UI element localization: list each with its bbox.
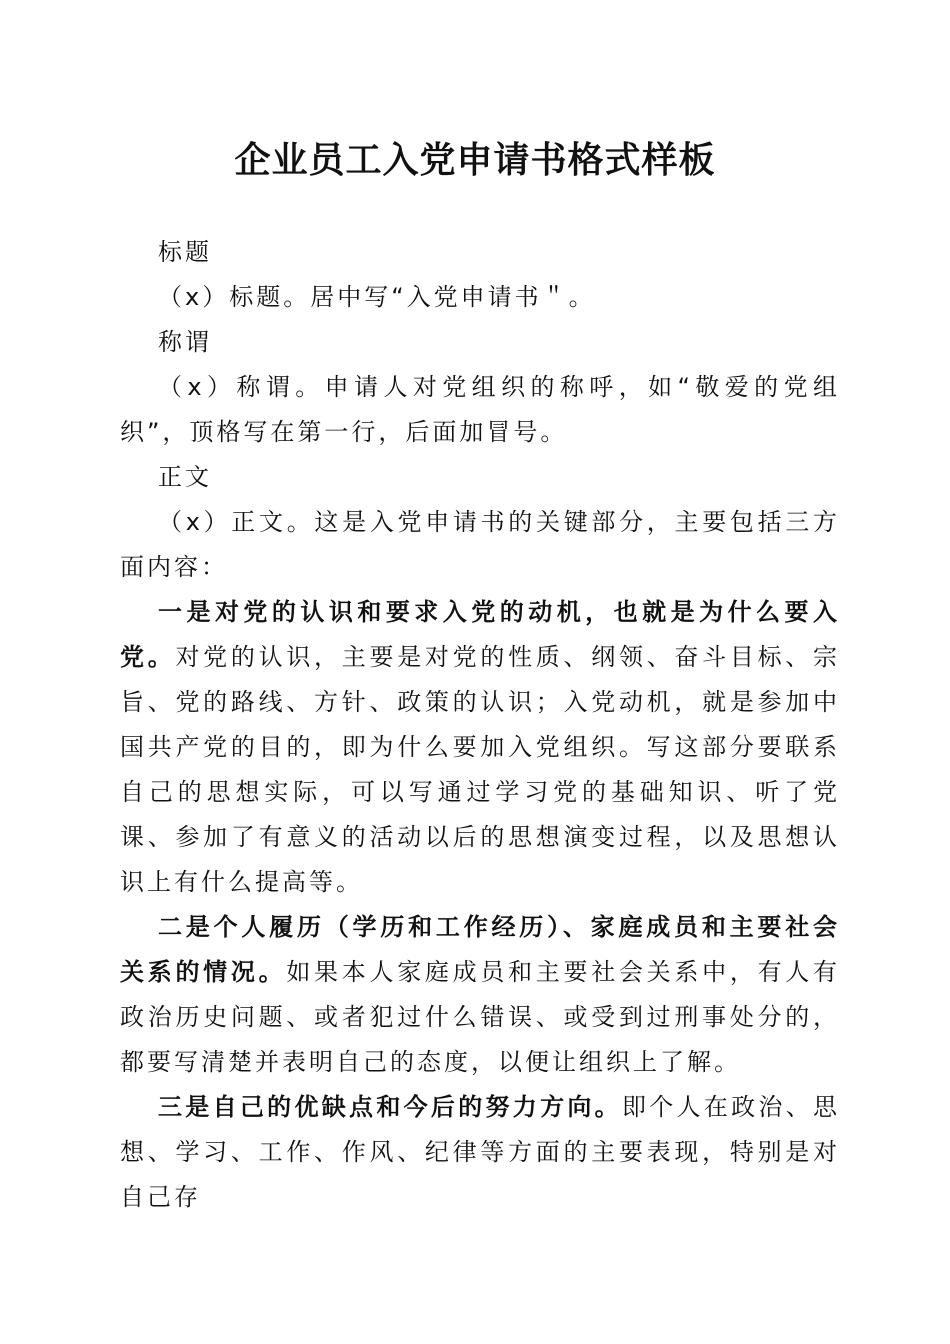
document-title: 企业员工入党申请书格式样板 [234, 139, 716, 181]
paragraph-point-one [120, 590, 840, 905]
paragraph-salutation-description: （x）称谓。申请人对党组织的称呼，如“敬爱的党组织”，顶格写在第一行，后面加冒号。 [120, 373, 840, 446]
paragraph-point-three [120, 1085, 840, 1220]
point-three-text: 即个人在政治、思想、学习、工作、作风、纪律等方面的主要表现，特别是对自己存 [120, 1093, 841, 1211]
section-heading-salutation: 称谓 [158, 328, 212, 356]
point-one-text: 对党的认识，主要是对党的性质、纲领、奋斗目标、宗旨、党的路线、方针、政策的认识；入党动机，就是参加中国共产党的目的，即为什么要加入党组织。写这部分要联系自己的思想实际，可以写通过学习党的基础知识、听了党课、参加了有意义的活动以后的思想演变过程，以及思想认识上有什么提高等。 [120, 643, 841, 896]
point-two-text: 如果本人家庭成员和主要社会关系中，有人有政治历史问题、或者犯过什么错误、或受到过刑事处分的，都要写清楚并表明自己的态度，以便让组织上了解。 [120, 958, 841, 1076]
paragraph-body-description: （x）正文。这是入党申请书的关键部分，主要包括三方面内容： [120, 508, 840, 581]
point-one-lead: 一是对党的认识和要求入党的动机，也就是为什么要入党。 [120, 598, 840, 671]
section-heading-body: 正文 [158, 463, 212, 491]
point-two-lead: 二是个人履历（学历和工作经历）、家庭成员和主要社会关系的情况。 [120, 913, 840, 986]
paragraph-point-two [120, 905, 840, 1085]
section-heading-title: 标题 [158, 238, 212, 266]
point-three-lead: 三是自己的优缺点和今后的努力方向。 [158, 1093, 622, 1121]
document-body [120, 230, 840, 1220]
paragraph-title-description: （x）标题。居中写“入党申请书＂。 [158, 283, 596, 311]
